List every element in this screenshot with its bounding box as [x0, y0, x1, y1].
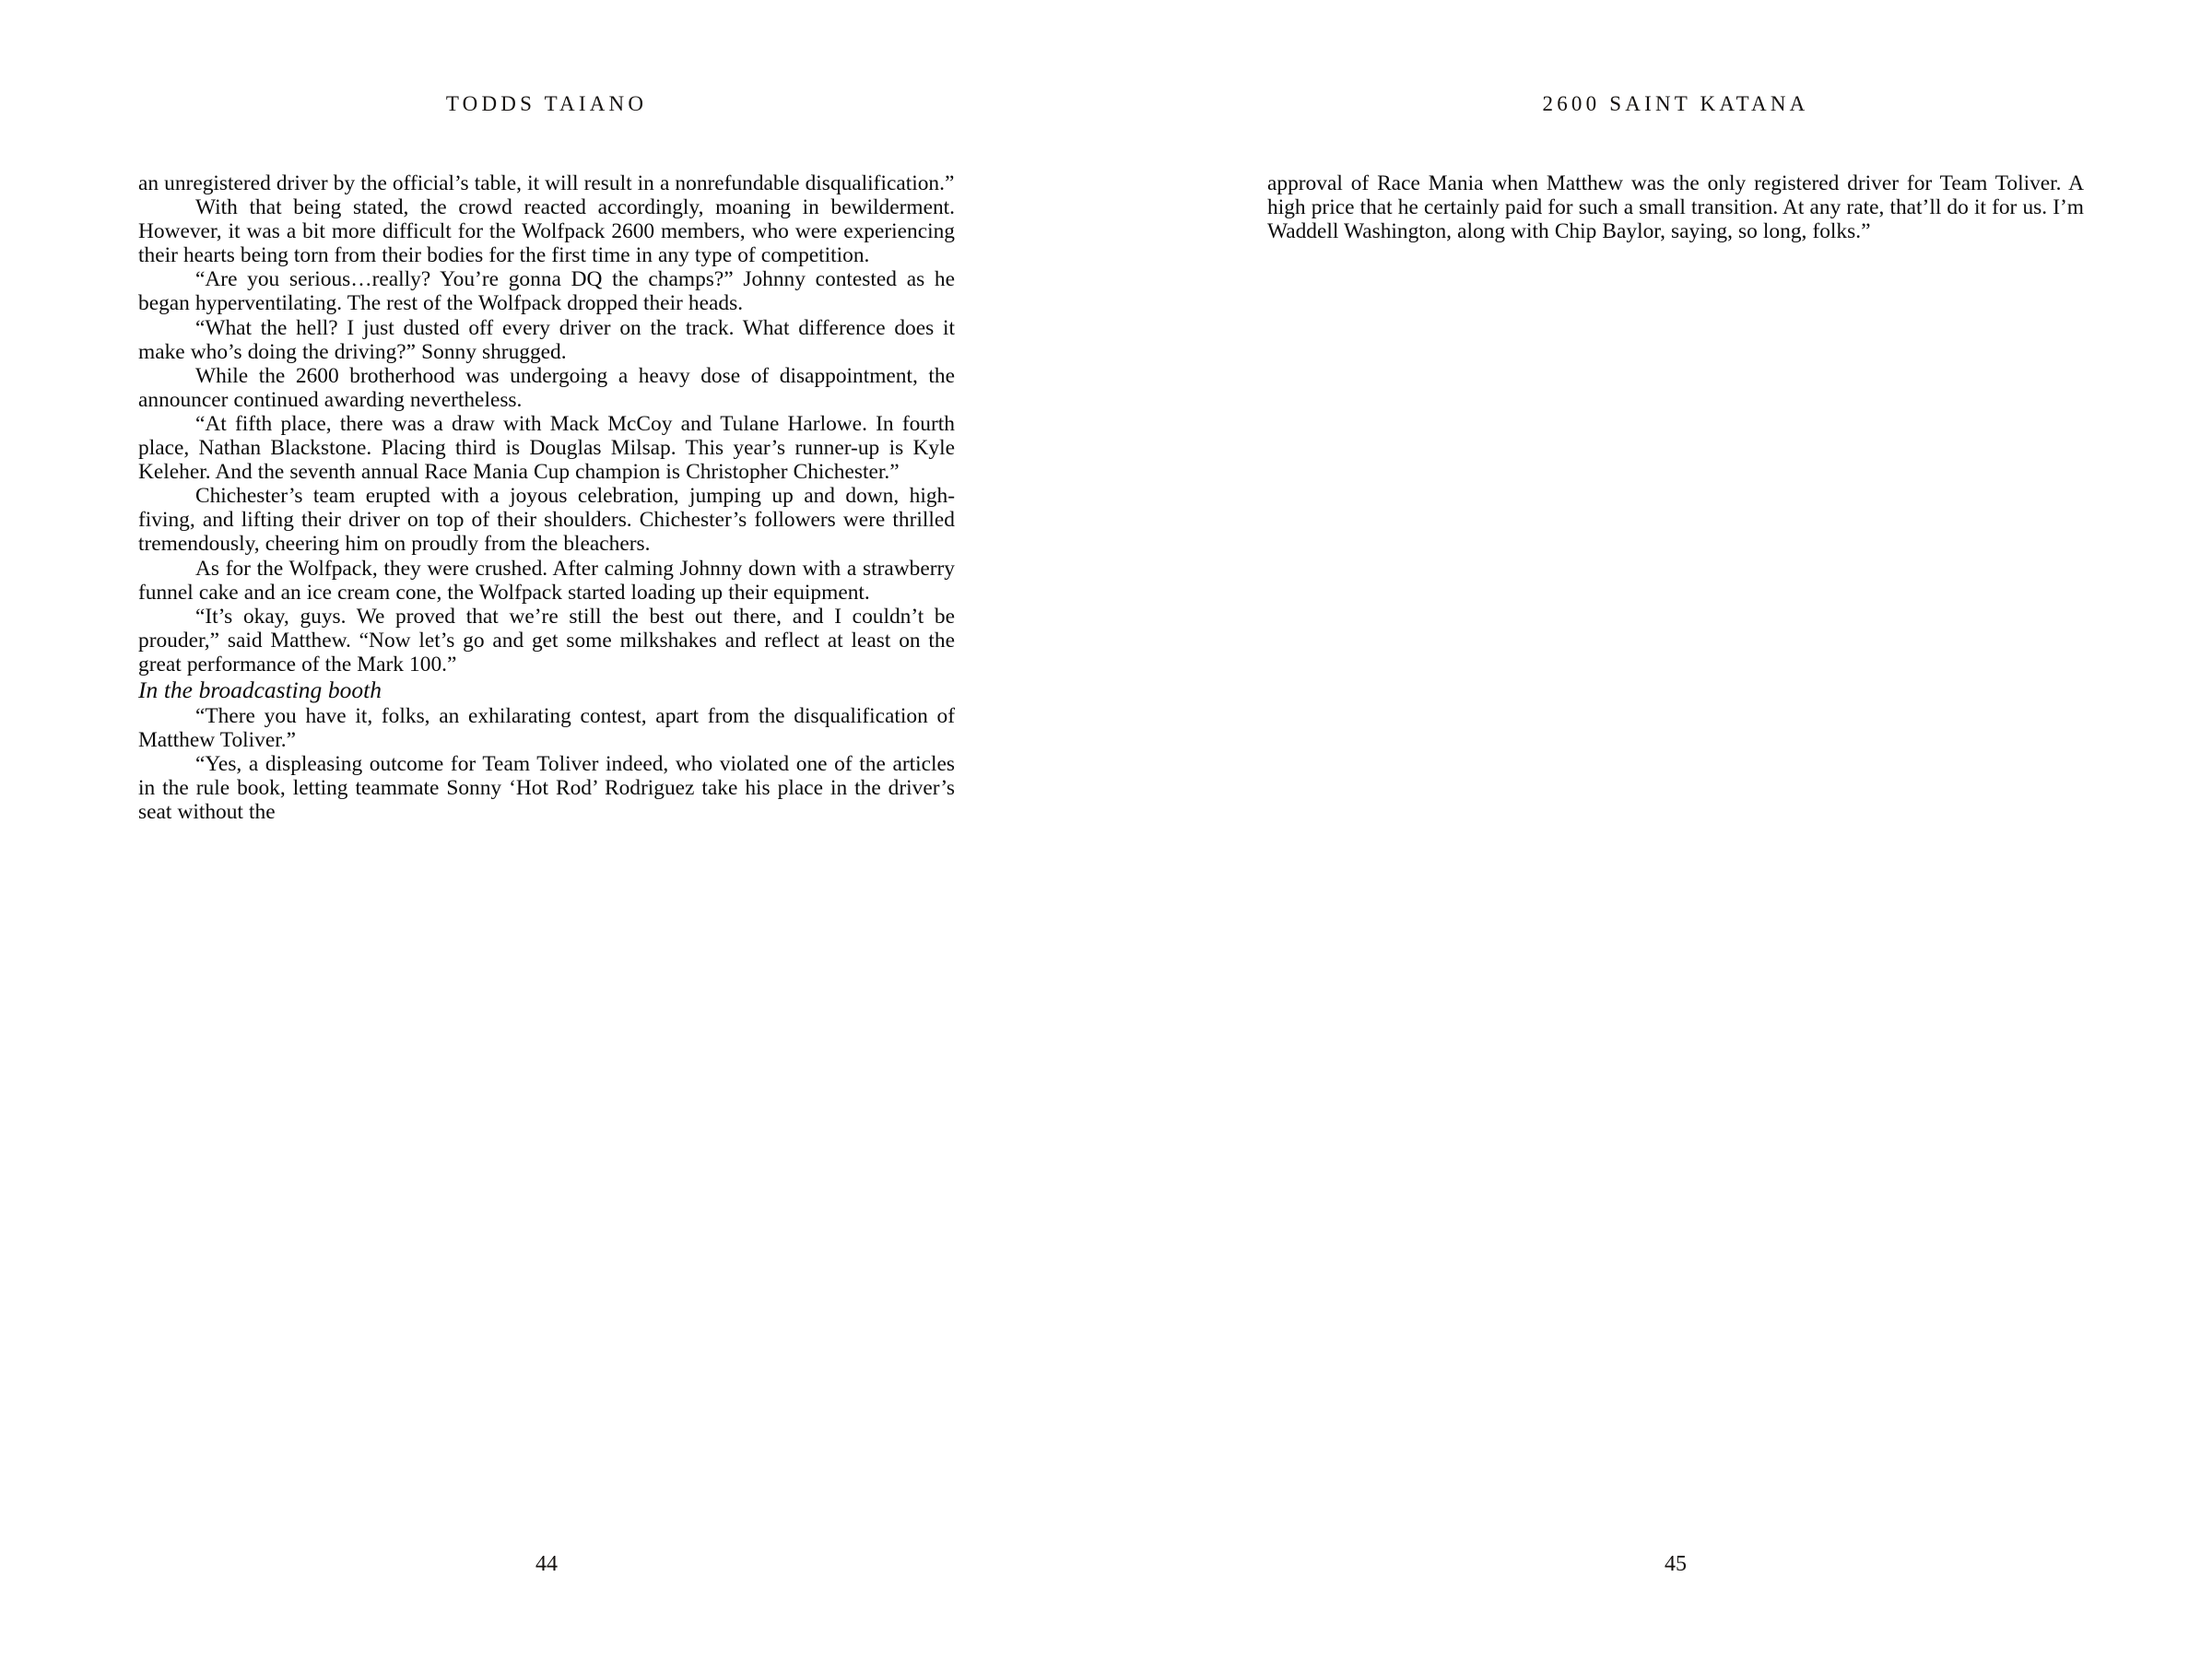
page-number-left: 44 — [535, 1552, 558, 1576]
paragraph: “What the hell? I just dusted off every driver on the track. What difference does it make who’s doing the driving?” Sonny shrugged. — [138, 315, 955, 364]
running-head-right: 2600 SAINT KATANA — [1542, 92, 1809, 115]
paragraph: While the 2600 brotherhood was undergoing a heavy dose of disappointment, the announcer continued awarding nevertheless. — [138, 363, 955, 412]
page-number-right: 45 — [1665, 1552, 1687, 1576]
paragraph: With that being stated, the crowd reacted accordingly, moaning in bewilderment. However, it was a bit more difficult for the Wolfpack 2600 members, who were experiencing their hearts being torn from their bodies for the first time in any type of competition. — [138, 195, 955, 268]
paragraph: “It’s okay, guys. We proved that we’re still the best out there, and I couldn’t be prouder,” said Matthew. “Now let’s go and get some milkshakes and reflect at least on the great performance of the Mark 100.” — [138, 604, 955, 677]
left-page-text-column — [138, 171, 955, 824]
right-page-text-column — [1267, 171, 2084, 243]
paragraph: approval of Race Mania when Matthew was the only registered driver for Team Toliver. A high price that he certainly paid for such a small transition. At any rate, that’ll do it for us. I’m Waddell Washington, along with Chip Baylor, saying, so long, folks.” — [1267, 171, 2084, 244]
paragraph: As for the Wolfpack, they were crushed. After calming Johnny down with a strawberry funnel cake and an ice cream cone, the Wolfpack started loading up their equipment. — [138, 556, 955, 605]
paragraph: “There you have it, folks, an exhilarating contest, apart from the disqualification of Matthew Toliver.” — [138, 703, 955, 753]
paragraph: Chichester’s team erupted with a joyous celebration, jumping up and down, high-fiving, and lifting their driver on top of their shoulders. Chichester’s followers were thrilled tremendously, cheering him on proudly from the bleachers. — [138, 484, 955, 557]
paragraph: “Are you serious…really? You’re gonna DQ the champs?” Johnny contested as he began hyperventilating. The rest of the Wolfpack dropped their heads. — [138, 267, 955, 316]
section-subheading: In the broadcasting booth — [138, 676, 382, 703]
paragraph: “At fifth place, there was a draw with Mack McCoy and Tulane Harlowe. In fourth place, Nathan Blackstone. Placing third is Douglas Milsap. This year’s runner-up is Kyle Keleher. And the seventh annual Race Mania Cup champion is Christopher Chichester.” — [138, 411, 955, 485]
right-page — [1106, 0, 2212, 1659]
paragraph: “Yes, a displeasing outcome for Team Toliver indeed, who violated one of the articles in the rule book, letting teammate Sonny ‘Hot Rod’ Rodriguez take his place in the driver’s seat without the — [138, 752, 955, 825]
paragraph: an unregistered driver by the official’s table, it will result in a nonrefundable disqualification.” — [138, 171, 955, 195]
running-head-left: TODDS TAIANO — [445, 92, 648, 115]
